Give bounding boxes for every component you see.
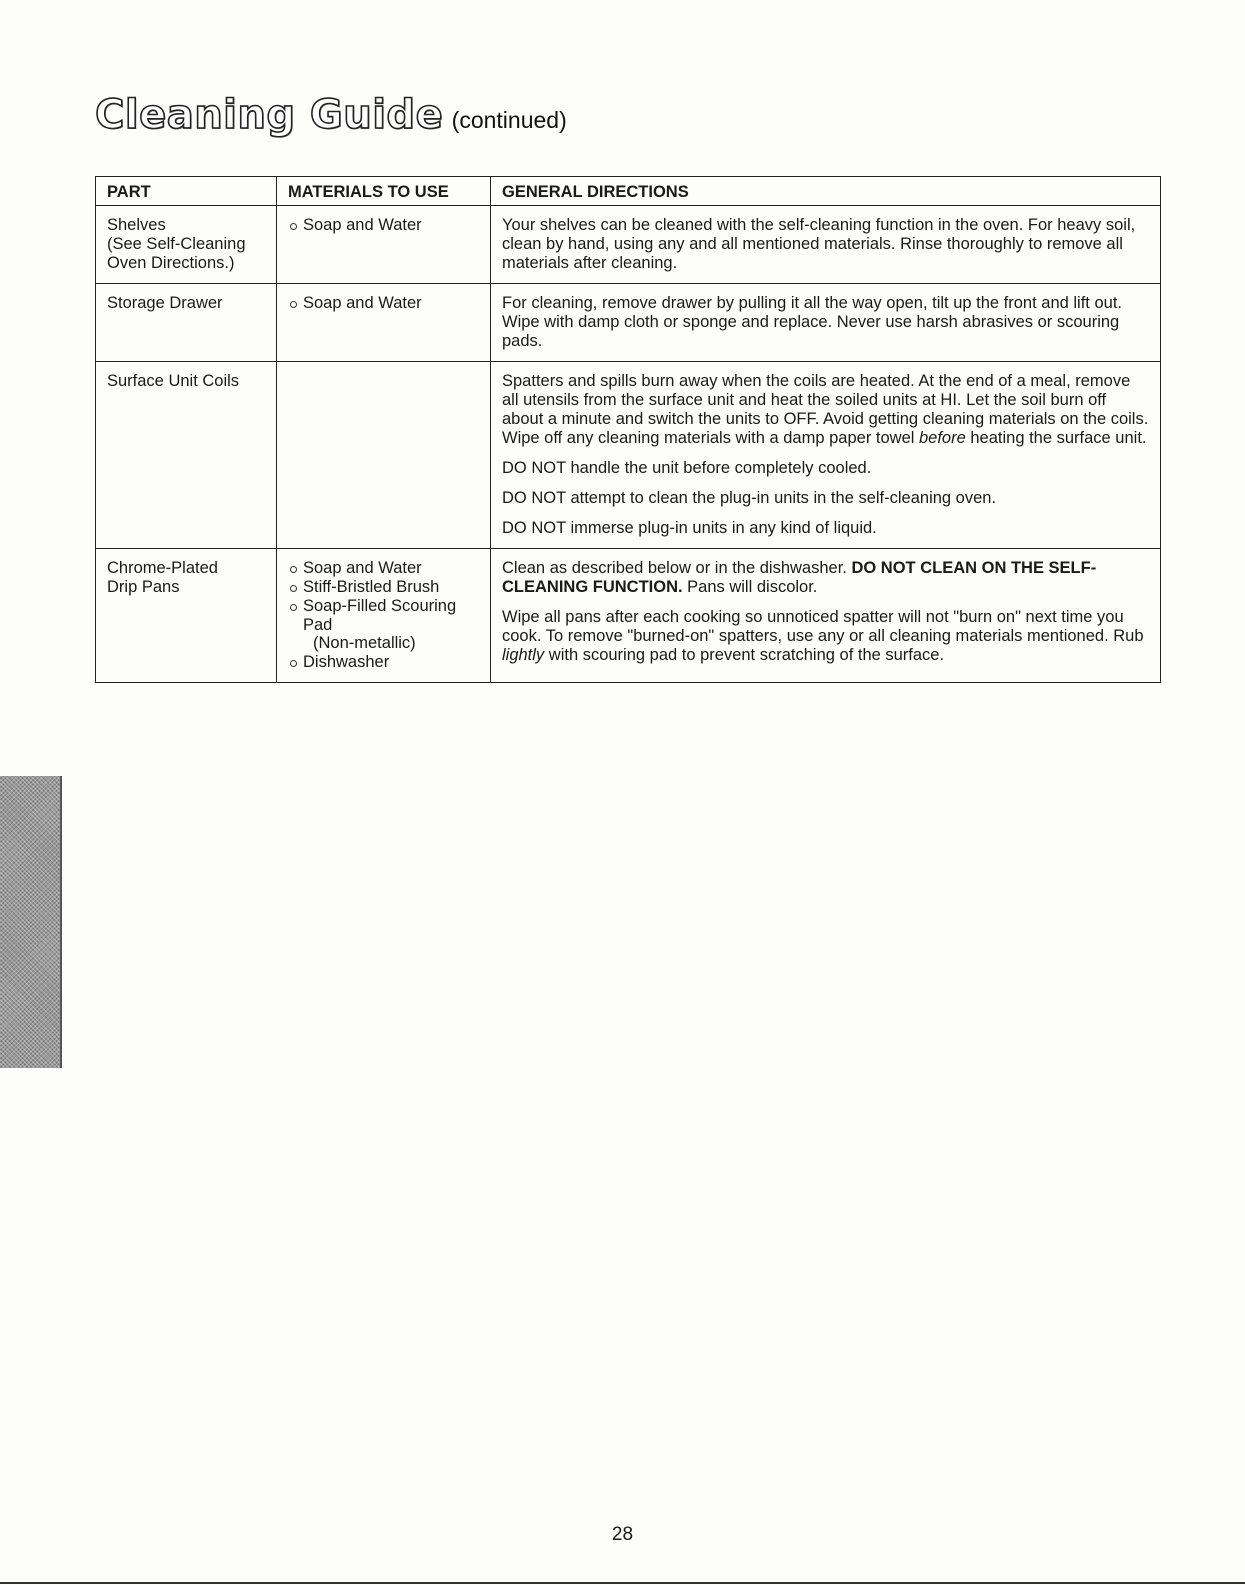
cleaning-guide-table (95, 176, 1161, 683)
title-subtitle: (continued) (451, 107, 567, 133)
material-item: Soap-Filled Scouring Pad (288, 597, 479, 635)
table-row (96, 206, 1161, 284)
materials-cell (277, 549, 491, 683)
column-header-directions: GENERAL DIRECTIONS (491, 177, 1161, 206)
section-tab-marker (0, 776, 62, 1068)
part-note: Oven Directions.) (107, 254, 235, 272)
materials-cell (277, 362, 491, 549)
table-header-row (96, 177, 1161, 206)
part-cell (96, 549, 277, 683)
material-item: Soap and Water (288, 559, 479, 578)
part-name-cont: Drip Pans (107, 578, 180, 596)
title-main: Cleaning Guide (95, 92, 444, 138)
directions-cell (491, 362, 1161, 549)
material-item: Dishwasher (288, 653, 479, 672)
table-row (96, 549, 1161, 683)
emphasis-text: before (919, 429, 966, 447)
material-item: Stiff-Bristled Brush (288, 578, 479, 597)
table-row (96, 284, 1161, 362)
part-note: (See Self-Cleaning (107, 235, 246, 253)
material-item: Soap and Water (288, 294, 479, 313)
page-title (95, 92, 567, 138)
warning-text: DO NOT handle the unit before completely cooled. (502, 459, 872, 477)
materials-cell (277, 284, 491, 362)
part-name: Shelves (107, 216, 166, 234)
directions-cell (491, 549, 1161, 683)
directions-cell (491, 284, 1161, 362)
material-item: Soap and Water (288, 216, 479, 235)
material-note: (Non-metallic) (313, 634, 416, 652)
direction-text: Clean as described below or in the dishwasher. DO NOT CLEAN ON THE SELF-CLEANING FUNCTION. Pans will discolor. (502, 559, 1097, 596)
part-cell (96, 284, 277, 362)
direction-text: Your shelves can be cleaned with the self-cleaning function in the oven. For heavy soil, clean by hand, using any and all mentioned materials. Rinse thoroughly to remove all materials after cleaning. (502, 216, 1136, 272)
page-number: 28 (611, 1524, 634, 1545)
column-header-materials: MATERIALS TO USE (277, 177, 491, 206)
warning-text: DO NOT immerse plug-in units in any kind of liquid. (502, 519, 877, 537)
warning-text: DO NOT attempt to clean the plug-in units in the self-cleaning oven. (502, 489, 997, 507)
direction-text: For cleaning, remove drawer by pulling it all the way open, tilt up the front and lift out. Wipe with damp cloth or sponge and replace. Never use harsh abrasives or scouring pads. (502, 294, 1122, 350)
materials-cell (277, 206, 491, 284)
part-name: Chrome-Plated (107, 559, 218, 577)
part-name: Storage Drawer (107, 294, 223, 312)
bottom-rule (0, 1582, 1245, 1584)
direction-text: Wipe all pans after each cooking so unnoticed spatter will not "burn on" next time you cook. To remove "burned-on" spatters, use any or all cleaning materials mentioned. Rub lightly with scouring pad to prevent scratching of the surface. (502, 608, 1144, 664)
direction-text: Spatters and spills burn away when the coils are heated. At the end of a meal, remove all utensils from the surface unit and heat the soiled units at HI. Let the soil burn off about a minute and switch the units to OFF. Avoid getting cleaning materials on the coils. Wipe off any cleaning materials with a damp paper towel before heating the surface unit. (502, 372, 1149, 447)
table-row (96, 362, 1161, 549)
part-cell (96, 362, 277, 549)
column-header-part: PART (96, 177, 277, 206)
part-cell (96, 206, 277, 284)
bold-warning: DO NOT CLEAN ON THE SELF-CLEANING FUNCTION. (502, 559, 1097, 596)
emphasis-text: lightly (502, 646, 545, 664)
part-name: Surface Unit Coils (107, 372, 240, 390)
directions-cell (491, 206, 1161, 284)
